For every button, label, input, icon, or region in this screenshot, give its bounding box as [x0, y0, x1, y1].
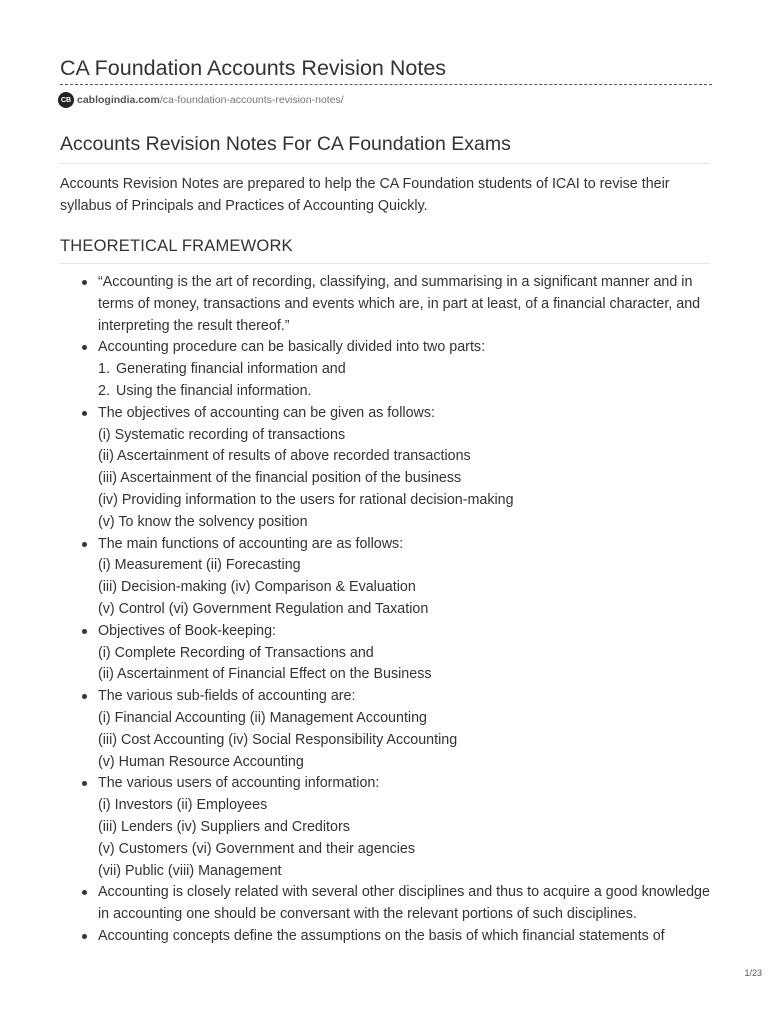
numbered-item-marker: 2.: [98, 382, 110, 399]
numbered-sublist: [98, 359, 710, 403]
list-item-subline: (iii) Decision-making (iv) Comparison & Evaluation: [98, 579, 416, 596]
list-item-text: Accounting procedure can be basically divided into two parts:: [98, 339, 486, 356]
intro-paragraph: Accounts Revision Notes are prepared to help the CA Foundation students of ICAI to revise their syllabus of Principals and Practices of Accounting Quickly.: [60, 176, 670, 214]
list-item-subline: (iii) Ascertainment of the financial position of the business: [98, 470, 462, 487]
list-item-subline: (v) Human Resource Accounting: [98, 753, 304, 770]
list-item: [60, 272, 710, 337]
section-heading: THEORETICAL FRAMEWORK: [60, 234, 710, 264]
list-item: [60, 882, 710, 926]
article-heading: Accounts Revision Notes For CA Foundation Exams: [60, 131, 710, 164]
list-item: [60, 686, 710, 773]
list-item-subline: (iv) Providing information to the users for rational decision-making: [98, 491, 514, 508]
list-item-text: The objectives of accounting can be given as follows:: [98, 404, 435, 421]
list-item: [60, 926, 710, 948]
site-logo-icon: CB: [58, 92, 74, 108]
list-item: [60, 621, 710, 686]
list-item-text: “Accounting is the art of recording, classifying, and summarising in a significant manner and in terms of money, transactions and events which are, in part at least, of a financial character, and interpreting the result thereof.”: [98, 274, 701, 334]
source-host[interactable]: cablogindia.com: [77, 94, 160, 106]
list-item-subline: (ii) Ascertainment of results of above recorded transactions: [98, 448, 471, 465]
numbered-item-text: Generating financial information and: [116, 361, 346, 378]
list-item: [60, 773, 710, 882]
list-item: [60, 337, 710, 402]
numbered-item: [98, 359, 710, 381]
document-page: [60, 0, 710, 948]
list-item-subline: (ii) Ascertainment of Financial Effect on the Business: [98, 666, 432, 683]
document-title: CA Foundation Accounts Revision Notes: [60, 56, 447, 80]
list-item-text: The various sub-fields of accounting are:: [98, 688, 356, 705]
page-indicator: 1/23: [744, 968, 762, 978]
list-item-text: Accounting concepts define the assumptions on the basis of which financial statements of: [98, 927, 665, 944]
list-item: [60, 403, 710, 534]
source-path[interactable]: /ca-foundation-accounts-revision-notes/: [159, 94, 344, 106]
numbered-item: [98, 381, 710, 403]
list-item-subline: (iii) Cost Accounting (iv) Social Responsibility Accounting: [98, 731, 458, 748]
list-item-subline: (i) Complete Recording of Transactions and: [98, 644, 374, 661]
list-item-subline: (vii) Public (viii) Management: [98, 862, 282, 879]
numbered-item-text: Using the financial information.: [116, 382, 312, 399]
list-item-subline: (iii) Lenders (iv) Suppliers and Creditors: [98, 818, 350, 835]
dashed-divider: [60, 84, 712, 85]
list-item-text: The main functions of accounting are as follows:: [98, 535, 404, 552]
list-item-subline: (i) Financial Accounting (ii) Management Accounting: [98, 709, 427, 726]
list-item-text: Accounting is closely related with several other disciplines and thus to acquire a good knowledge in accounting one should be conversant with the relevant portions of such disciplines.: [98, 884, 710, 923]
list-item-subline: (i) Investors (ii) Employees: [98, 797, 268, 814]
list-item-text: The various users of accounting information:: [98, 775, 380, 792]
list-item-subline: (v) Control (vi) Government Regulation and Taxation: [98, 600, 429, 617]
title-row: [60, 55, 710, 89]
list-item-subline: (v) Customers (vi) Government and their agencies: [98, 840, 416, 857]
list-item-subline: (i) Systematic recording of transactions: [98, 426, 346, 443]
numbered-item-marker: 1.: [98, 361, 110, 378]
source-link[interactable]: [60, 91, 710, 109]
list-item-text: Objectives of Book-keeping:: [98, 622, 277, 639]
list-item: [60, 534, 710, 621]
bullet-list: [60, 272, 710, 948]
list-item-subline: (v) To know the solvency position: [98, 513, 308, 530]
list-item-subline: (i) Measurement (ii) Forecasting: [98, 557, 301, 574]
